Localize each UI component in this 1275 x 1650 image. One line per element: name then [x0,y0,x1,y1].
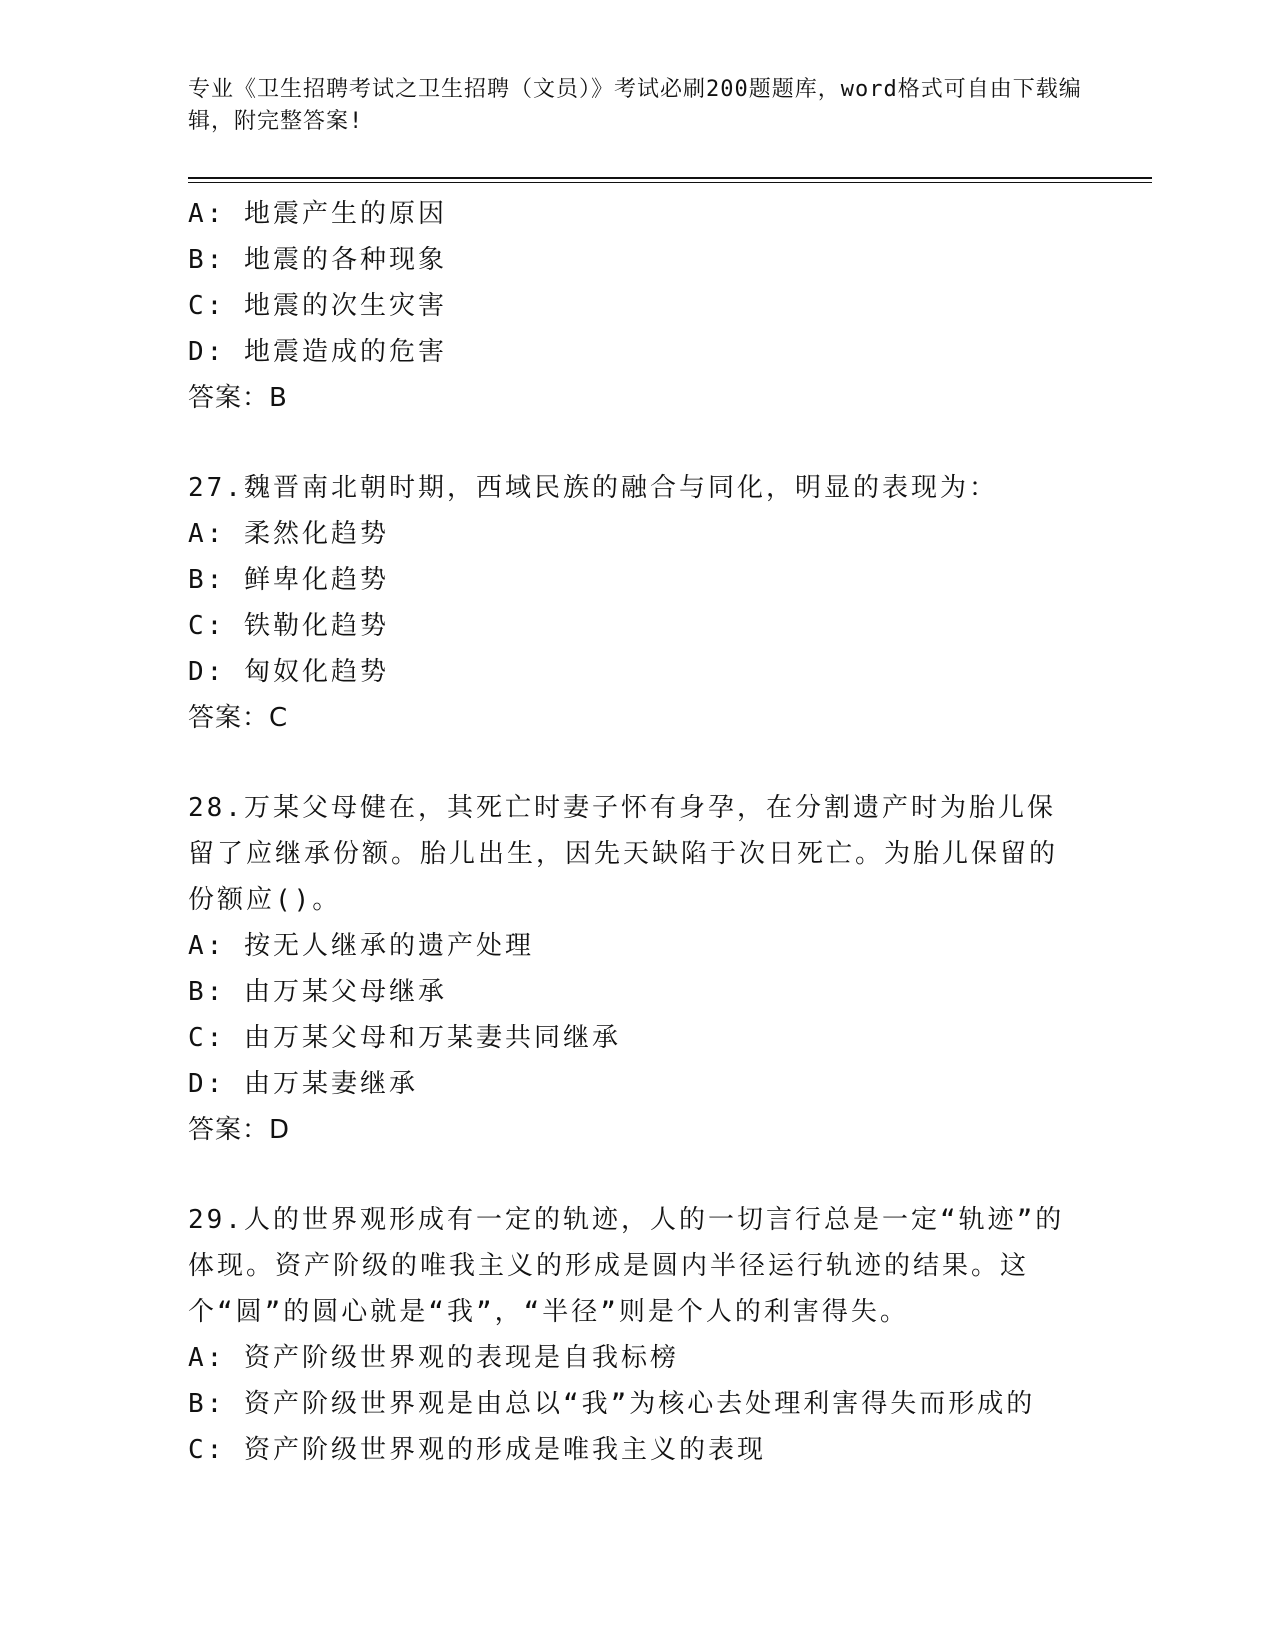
header-rule-thick [188,177,1152,179]
option-c: C: 由万某父母和万某妻共同继承 [188,1023,621,1053]
question-stem: 29.人的世界观形成有一定的轨迹，人的一切言行总是一定“轨迹”的体现。资产阶级的唯我主义的形成是圆内半径运行轨迹的结果。这个“圆”的圆心就是“我”，“半径”则是个人的利害得失。 [188,1205,1065,1327]
option-a: A: 地震产生的原因 [188,199,447,229]
question-29 [188,1197,1088,1473]
option-c: C: 地震的次生灾害 [188,291,447,321]
answer-line: 答案：B [188,383,288,413]
option-c: C: 铁勒化趋势 [188,611,389,641]
option-d: D: 地震造成的危害 [188,337,447,367]
header-rule-thin [188,182,1152,183]
option-b: B: 由万某父母继承 [188,977,447,1007]
option-b: B: 资产阶级世界观是由总以“我”为核心去处理利害得失而形成的 [188,1389,1036,1419]
answer-line: 答案：C [188,703,289,733]
spacer [188,421,1088,465]
option-b: B: 地震的各种现象 [188,245,447,275]
question-stem: 27.魏晋南北朝时期，西域民族的融合与同化，明显的表现为： [188,473,998,503]
option-d: D: 由万某妻继承 [188,1069,418,1099]
option-c: C: 资产阶级世界观的形成是唯我主义的表现 [188,1435,766,1465]
option-a: A: 按无人继承的遗产处理 [188,931,534,961]
question-28 [188,785,1088,1153]
question-stem: 28.万某父母健在，其死亡时妻子怀有身孕，在分割遗产时为胎儿保留了应继承份额。胎儿出生，因先天缺陷于次日死亡。为胎儿保留的份额应()。 [188,793,1059,915]
option-d: D: 匈奴化趋势 [188,657,389,687]
document-header: 专业《卫生招聘考试之卫生招聘（文员）》考试必刷200题题库，word格式可自由下载编辑，附完整答案! [188,77,1082,134]
option-a: A: 柔然化趋势 [188,519,389,549]
question-content [188,191,1088,1473]
question-27 [188,465,1088,741]
spacer [188,1153,1088,1197]
spacer [188,741,1088,785]
answer-line: 答案：D [188,1115,291,1145]
option-a: A: 资产阶级世界观的表现是自我标榜 [188,1343,679,1373]
option-b: B: 鲜卑化趋势 [188,565,389,595]
question-26-fragment [188,191,1088,421]
